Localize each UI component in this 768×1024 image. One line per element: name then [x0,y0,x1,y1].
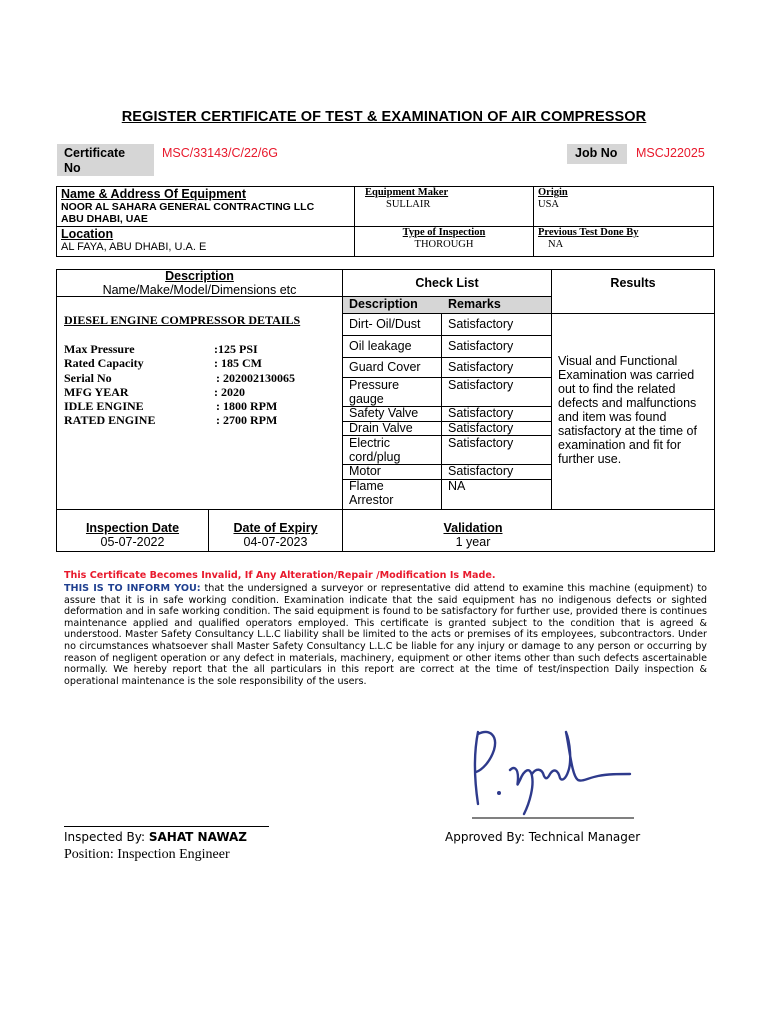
validation-block [343,522,603,549]
inspected-by [64,830,247,844]
checklist-remark: Satisfactory [448,436,514,450]
spec-label: MFG YEAR [64,385,129,399]
name-address-label: Name & Address Of Equipment [61,187,246,201]
signature [462,722,642,822]
origin-cell [534,187,714,227]
spec-value: : 185 CM [214,356,262,370]
inspector-position: Position: Inspection Engineer [64,847,230,862]
maker-value: SULLAIR [386,199,431,210]
checklist-item: Drain Valve [349,421,413,435]
spec-value: :125 PSI [214,342,258,356]
inspection-date: 05-07-2022 [100,534,165,549]
expiry-block [209,522,342,549]
checklist-item: Oil leakage [349,339,412,353]
check-desc-header: Description [349,297,418,311]
equipment-owner: NOOR AL SAHARA GENERAL CONTRACTING LLC [61,201,315,213]
checklist-item: Guard Cover [349,360,421,374]
origin-value: USA [538,199,560,210]
checklist-remark: Satisfactory [448,339,514,353]
checklist-item: Flame Arrestor [349,479,394,507]
checklist-item: Motor [349,464,381,478]
spec-label: RATED ENGINE [64,413,156,427]
inspection-date-label: Inspection Date [85,521,180,535]
expiry-date: 04-07-2023 [243,534,308,549]
checklist-remark: Satisfactory [448,360,514,374]
description-label: Description [165,269,234,283]
job-number: MSCJ22025 [636,146,705,160]
description-header [57,270,342,297]
spec-label: Max Pressure [64,342,135,356]
inform-label: THIS IS TO INFORM YOU: [64,583,201,594]
certificate-label-box [57,144,154,176]
job-label-box [567,144,627,164]
location-cell [57,227,355,257]
previous-test-label: Previous Test Done By [538,227,639,238]
checklist-item: Electric cord/plug [349,436,401,464]
spec-label: IDLE ENGINE [64,399,144,413]
inspector-signature-line [64,826,269,827]
equipment-info-table [56,186,714,257]
inspection-type-cell [355,227,534,257]
previous-test-value: NA [548,239,564,250]
checklist-remark: Satisfactory [448,406,514,420]
validation-value: 1 year [455,534,491,549]
certificate-number: MSC/33143/C/22/6G [162,146,279,160]
name-address-cell [57,187,355,227]
checklist-remark: Satisfactory [448,421,514,435]
inform-paragraph [64,583,707,687]
location-value: AL FAYA, ABU DHABI, U.A. E [61,241,207,253]
checklist-item: Safety Valve [349,406,419,420]
spec-value: : 2700 RPM [216,413,278,427]
document-title: REGISTER CERTIFICATE OF TEST & EXAMINATION OF AIR COMPRESSOR [121,109,647,125]
expiry-label: Date of Expiry [233,521,318,535]
checklist-remark: Satisfactory [448,464,514,478]
checklist-item: Dirt- Oil/Dust [349,317,421,331]
certificate-label: Certificate No [64,146,126,175]
inspected-label: Inspected By: [64,830,149,844]
maker-label: Equipment Maker [365,187,449,198]
spec-value: : 202002130065 [216,371,295,385]
inspection-date-block [57,522,208,549]
previous-test-cell [534,227,714,257]
spec-label: Rated Capacity [64,356,144,370]
checklist-remark: Satisfactory [448,317,514,331]
job-label: Job No [575,146,618,160]
invalid-notice: This Certificate Becomes Invalid, If Any Alteration/Repair /Modification Is Made. [64,570,496,581]
spec-value: : 1800 RPM [216,399,278,413]
inspector-name: SAHAT NAWAZ [148,830,248,844]
inspection-type-label: Type of Inspection [402,227,486,238]
origin-label: Origin [538,187,568,198]
check-remarks-header: Remarks [448,297,501,311]
checklist-header: Check List [415,276,479,290]
results-header: Results [610,276,656,290]
details-title: DIESEL ENGINE COMPRESSOR DETAILS [64,313,301,327]
spec-label: Serial No [64,371,112,385]
description-sub: Name/Make/Model/Dimensions etc [102,282,297,297]
results-text: Visual and Functional Examination was carried out to find the related defects and malfunctions and item was found satisfactory at the time of examination and fit for further use. [558,354,697,466]
inform-body: that the undersigned a surveyor or representative did attend to examine this machine (equipment) to assure that it is in safe working condition. Examination indicate that the said equipment has no indigenous defects or sighted deformation and in safe working condition. The said equipment is found to be satisfactory for further use, provided there is continues maintenance applied and qualified operators employed. This certificate is granted subject to the condition that is agreed & understood. Master Safety Consultancy L.L.C liability shall be limited to the acts or premises of its employees, subcontractors. Under no circumstances whatsoever shall Master Safety Consultancy L.L.C be liable for any injury or damage to any person or occurring by reason of negligent operation or any defect in materials, machinery, equipment or other items other than such defects ascertainable normally. We hereby report that the all particulars in this report are correct at the time of test/inspection Daily inspection & operational maintenance is the sole responsibility of the users. [64,583,707,687]
maker-cell [355,187,534,227]
validation-label: Validation [443,521,503,535]
inspection-type-value: THOROUGH [414,239,474,250]
checklist-remark: NA [448,479,466,493]
equipment-city: ABU DHABI, UAE [61,213,148,225]
approved-by: Approved By: Technical Manager [445,830,641,844]
spec-value: : 2020 [214,385,245,399]
location-label: Location [61,227,114,241]
checklist-remark: Satisfactory [448,378,514,392]
checklist-item: Pressure gauge [349,378,400,406]
